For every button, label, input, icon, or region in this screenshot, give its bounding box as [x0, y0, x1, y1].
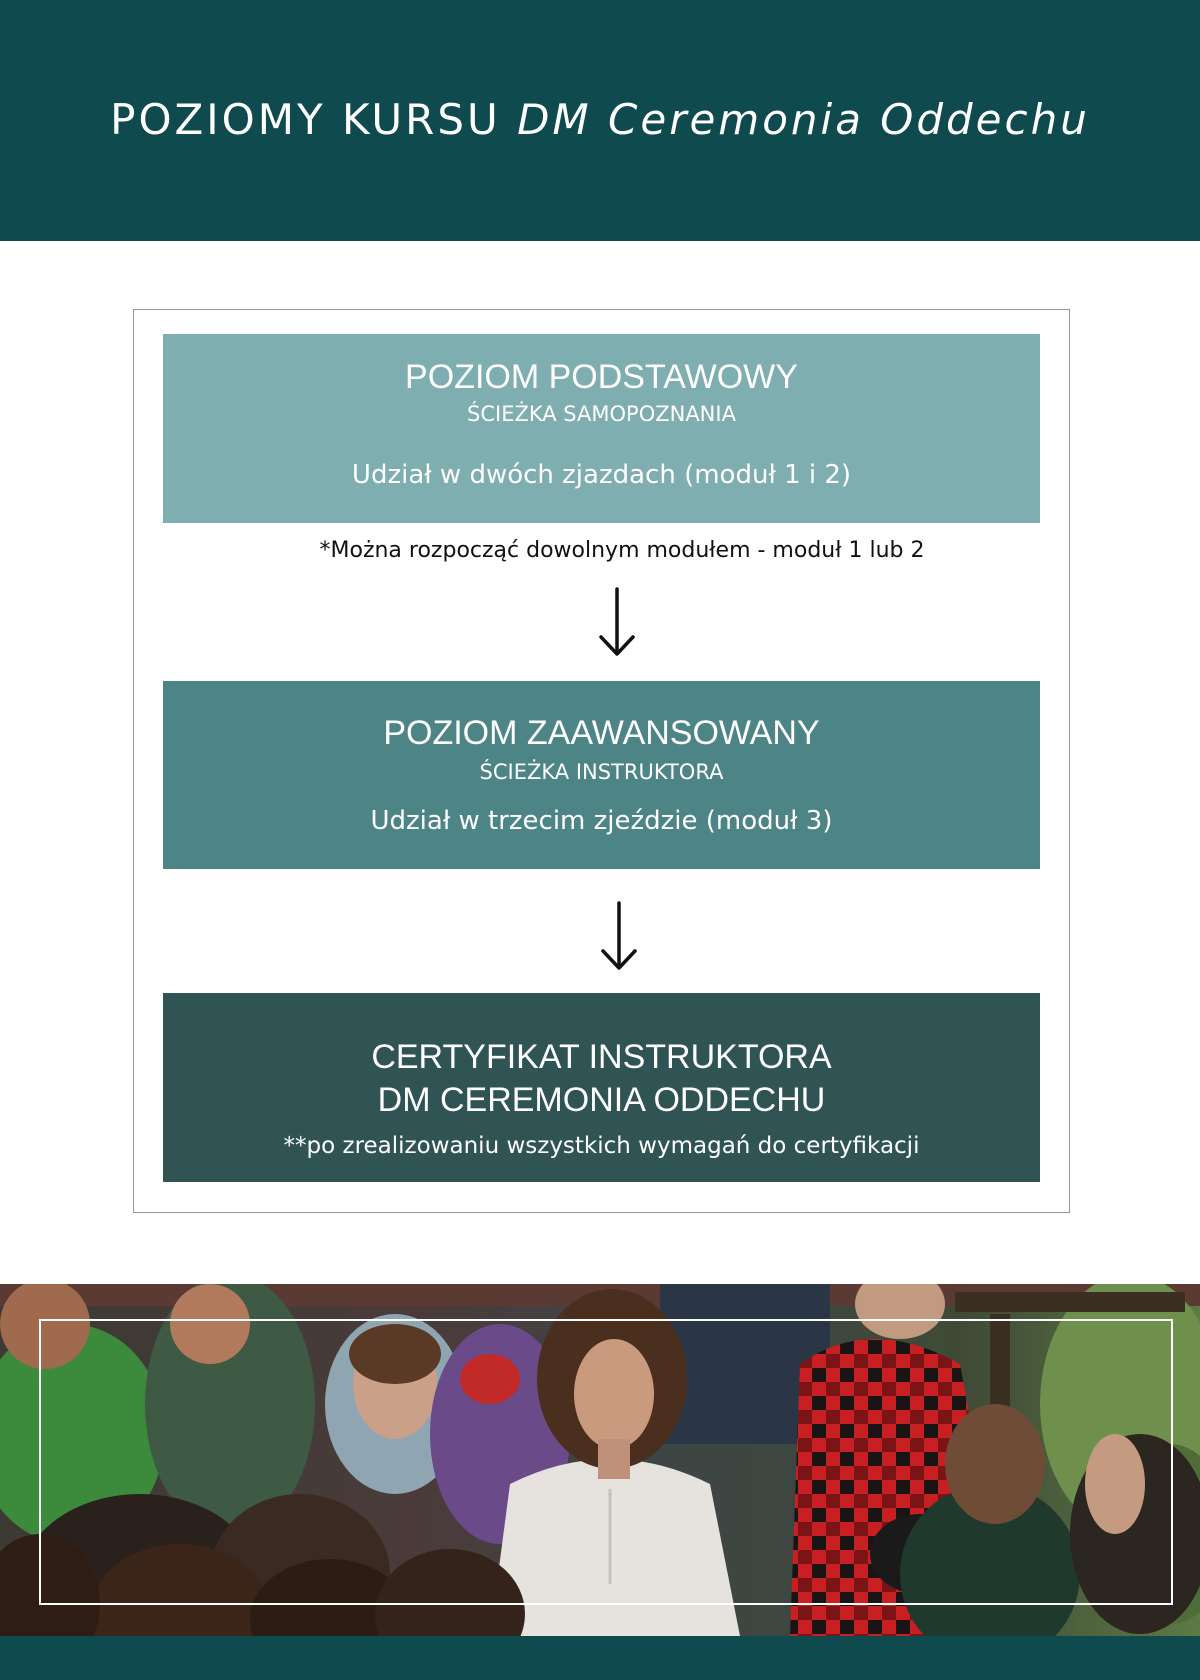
certificate-note: **po zrealizowaniu wszystkich wymagań do certyfikacji	[283, 1133, 920, 1159]
level-advanced-title: POZIOM ZAAWANSOWANY	[383, 714, 820, 752]
arrow-down-icon	[598, 901, 640, 973]
page-title	[0, 95, 1200, 144]
level-advanced-description: Udział w trzecim zjeździe (moduł 3)	[370, 806, 833, 836]
footer-bar	[0, 1636, 1200, 1680]
level-basic-box	[163, 334, 1040, 523]
group-photo	[0, 1284, 1200, 1636]
group-photo-illustration	[0, 1284, 1200, 1636]
level-advanced-box	[163, 681, 1040, 869]
title-plain: POZIOMY KURSU	[110, 95, 501, 144]
certificate-title-line2: DM CEREMONIA ODDECHU	[377, 1081, 826, 1119]
level-basic-subtitle: ŚCIEŻKA SAMOPOZNANIA	[467, 402, 736, 426]
title-italic: DM Ceremonia Oddechu	[517, 95, 1090, 144]
certificate-title-line1: CERTYFIKAT INSTRUKTORA	[371, 1038, 832, 1076]
arrow-down-icon	[596, 587, 638, 659]
level-basic-description: Udział w dwóch zjazdach (moduł 1 i 2)	[351, 460, 852, 490]
start-note: *Można rozpocząć dowolnym modułem - moduł 1 lub 2	[319, 538, 925, 563]
certificate-box	[163, 993, 1040, 1182]
level-advanced-subtitle: ŚCIEŻKA INSTRUKTORA	[479, 760, 724, 784]
header-banner	[0, 0, 1200, 241]
level-basic-title: POZIOM PODSTAWOWY	[405, 358, 798, 396]
